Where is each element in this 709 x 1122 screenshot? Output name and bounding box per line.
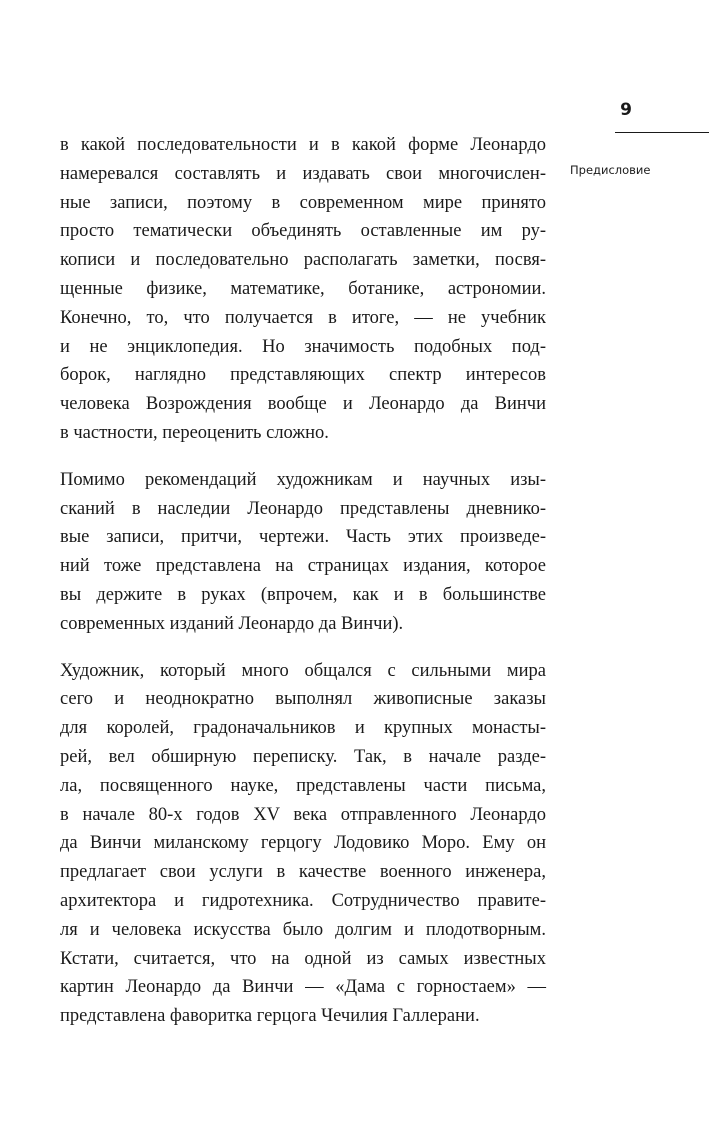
text-line: современных изданий Леонардо да Винчи). [60,613,404,634]
text-line: в какой последовательности и в какой форме Леонардо [60,135,546,155]
text-line: Художник, который много общался с сильными мира [60,660,546,681]
running-head: Предисловие [570,163,651,177]
text-line: просто тематически объединять оставленные им ру- [60,221,546,242]
text-line: предлагает свои услуги в качестве военного инженера, [60,862,546,883]
text-line: сего и неоднократно выполнял живописные заказы [60,689,546,710]
text-line: ля и человека искусства было долгим и плодотворным. [60,919,546,940]
text-line: картин Леонардо да Винчи — «Дама с горностаем» — [60,977,546,998]
text-line: вы держите в руках (впрочем, как и в большинстве [60,584,546,605]
paragraph-1 [60,131,546,448]
text-line: щенные физике, математике, ботанике, астрономии. [60,278,546,299]
text-line: да Винчи миланскому герцогу Лодовико Моро. Ему он [60,833,546,854]
paragraph-3 [60,657,546,1031]
header-rule [615,132,709,133]
text-line: Помимо рекомендаций художникам и научных изы- [60,469,546,490]
text-line: в начале 80-х годов XV века отправленного Леонардо [60,804,546,825]
text-line: ные записи, поэтому в современном мире принято [60,192,546,213]
text-line: в частности, переоценить сложно. [60,422,329,443]
text-line: Кстати, считается, что на одной из самых известных [60,948,546,969]
body-text [60,131,546,1031]
text-line: борок, наглядно представляющих спектр интересов [60,365,546,386]
text-line: намеревался составлять и издавать свои многочислен- [60,163,546,184]
text-line: и не энциклопедия. Но значимость подобных под- [60,336,546,357]
text-line: для королей, градоначальников и крупных монасты- [60,718,546,739]
text-line: архитектора и гидротехника. Сотрудничество правите- [60,890,546,911]
text-line: ний тоже представлена на страницах издания, которое [60,556,546,577]
text-line: вые записи, притчи, чертежи. Часть этих произведе- [60,527,546,548]
text-line: человека Возрождения вообще и Леонардо да Винчи [60,394,546,415]
text-line: рей, вел обширную переписку. Так, в начале разде- [60,746,546,767]
paragraph-2 [60,466,546,639]
text-line: Конечно, то, что получается в итоге, — не учебник [60,307,546,328]
text-line: представлена фаворитка герцога Чечилия Галлерани. [60,1006,480,1027]
text-line: ла, посвященного науке, представлены части письма, [60,775,546,796]
text-line: кописи и последовательно располагать заметки, посвя- [60,250,546,271]
page-number: 9 [620,100,632,120]
text-line: сканий в наследии Леонардо представлены дневнико- [60,498,546,519]
